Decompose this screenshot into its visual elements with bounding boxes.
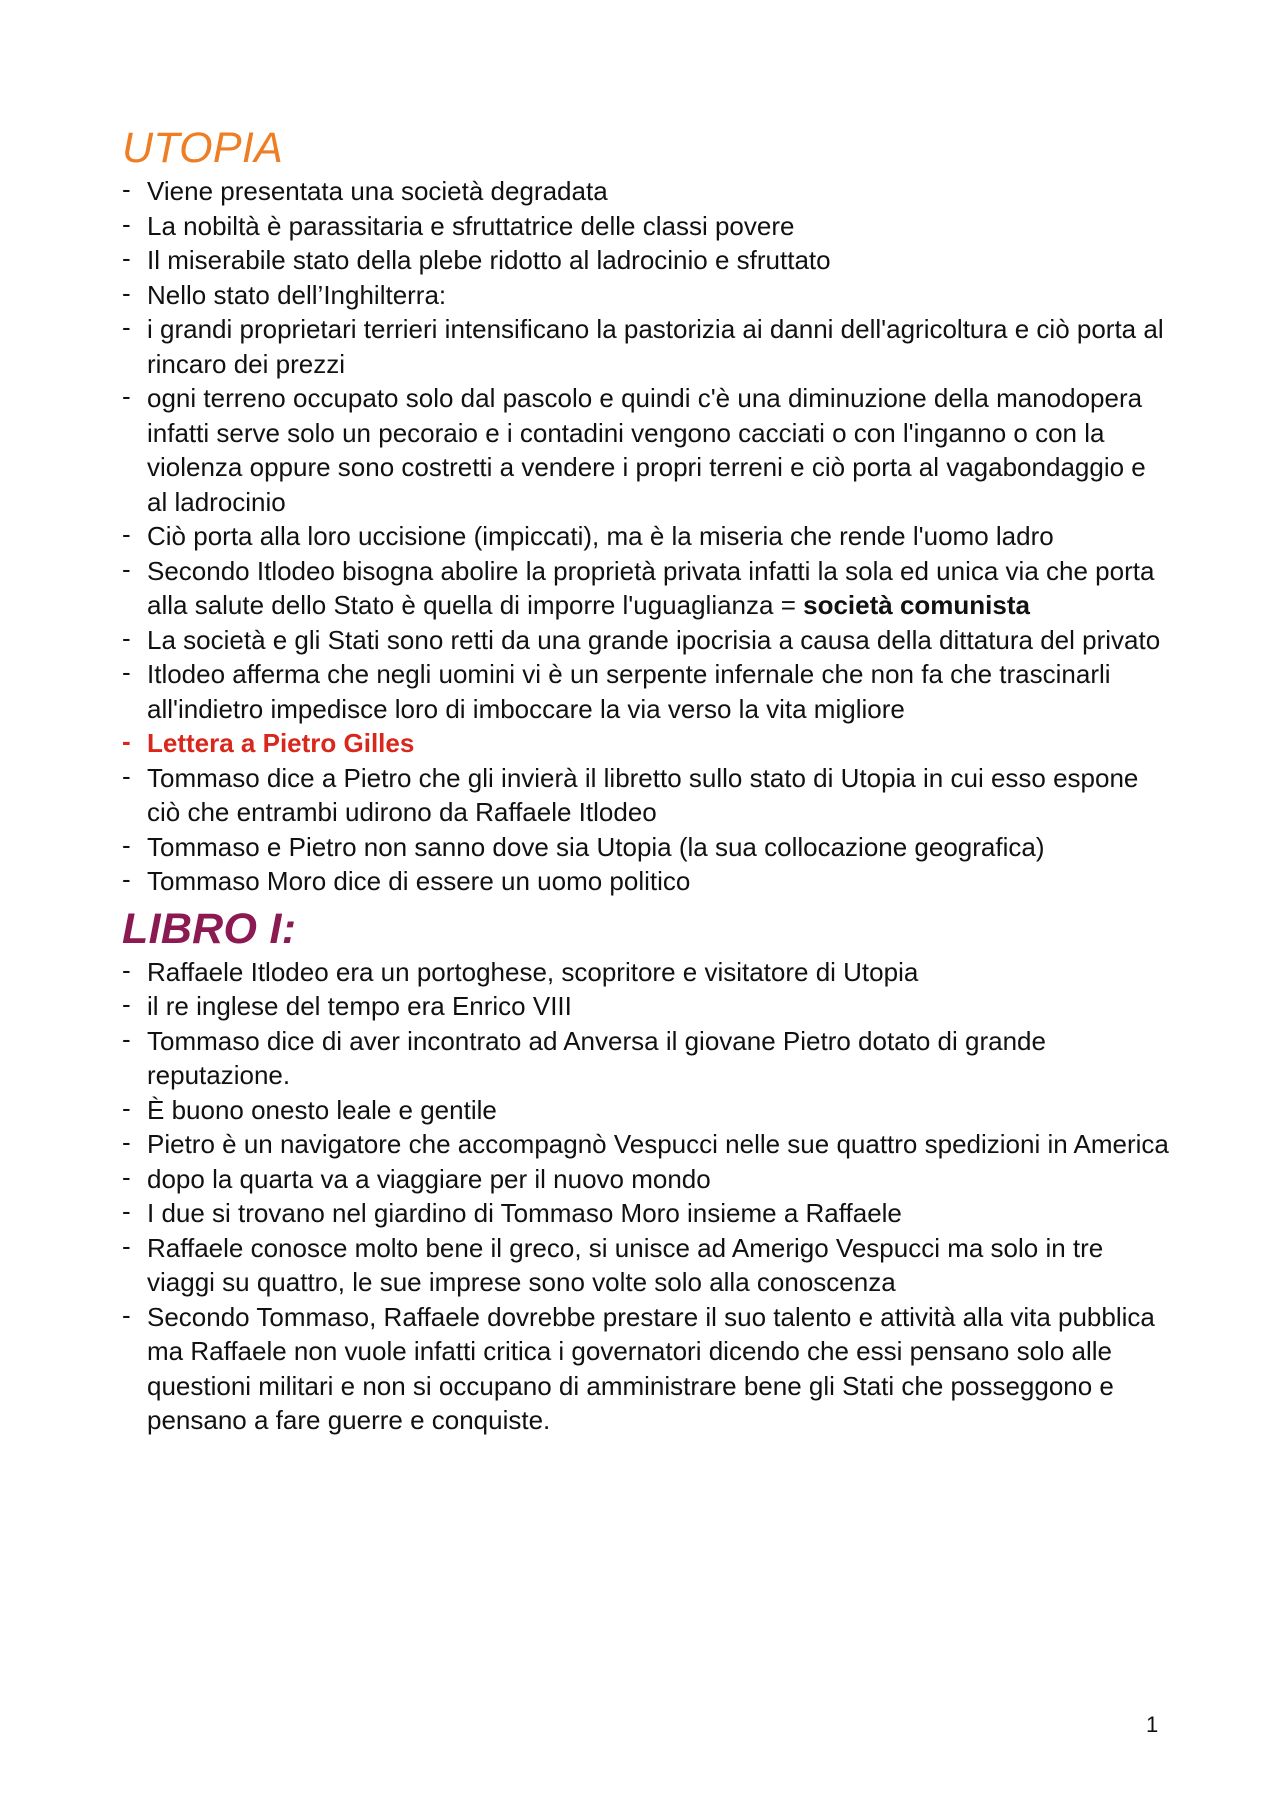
list-item [122,554,1172,623]
highlight-item-lettera: - Lettera a Pietro Gilles [122,726,1172,761]
list-item: - ogni terreno occupato solo dal pascolo e quindi c'è una diminuzione della manodopera infatti serve solo un pecoraio e i contadini vengono cacciati o con l'inganno o con la violenza oppure sono costretti a vendere i propri terreni e ciò porta al vagabondaggio e al ladrocinio [122,381,1172,519]
page-number: 1 [1146,1712,1159,1737]
list-item: - Itlodeo afferma che negli uomini vi è un serpente infernale che non fa che trascinarli all'indietro impedisce loro di imboccare la via verso la vita migliore [122,657,1172,726]
list-item: - Tommaso e Pietro non sanno dove sia Utopia (la sua collocazione geografica) [122,830,1172,865]
list-item: - i grandi proprietari terrieri intensificano la pastorizia ai danni dell'agricoltura e ciò porta al rincaro dei prezzi [122,312,1172,381]
list-item: - Pietro è un navigatore che accompagnò Vespucci nelle sue quattro spedizioni in America [122,1127,1172,1162]
utopia-list [122,174,1172,899]
list-item: - Tommaso Moro dice di essere un uomo politico [122,864,1172,899]
libro-list [122,955,1172,1438]
list-item: - Secondo Tommaso, Raffaele dovrebbe prestare il suo talento e attività alla vita pubblica ma Raffaele non vuole infatti critica i governatori dicendo che essi pensano solo alle questioni militari e non si occupano di amministrare bene gli Stati che posseggono e pensano a fare guerre e conquiste. [122,1300,1172,1438]
section-title-utopia: UTOPIA [122,124,284,172]
list-item: - La società e gli Stati sono retti da una grande ipocrisia a causa della dittatura del privato [122,623,1172,658]
document-content [122,122,1172,1438]
list-item: - Il miserabile stato della plebe ridotto al ladrocinio e sfruttato [122,243,1172,278]
list-item: - Ciò porta alla loro uccisione (impiccati), ma è la miseria che rende l'uomo ladro [122,519,1172,554]
list-item-text: Secondo Itlodeo bisogna abolire la proprietà privata infatti la sola ed unica via che porta alla salute dello Stato è quella di imporre l'uguaglianza = [147,555,1155,620]
bold-term: società comunista [803,590,1030,620]
list-item: - La nobiltà è parassitaria e sfruttatrice delle classi povere [122,209,1172,244]
list-item: - È buono onesto leale e gentile [122,1093,1172,1128]
list-item: - Tommaso dice di aver incontrato ad Anversa il giovane Pietro dotato di grande reputazione. [122,1024,1172,1093]
list-item: - Raffaele Itlodeo era un portoghese, scopritore e visitatore di Utopia [122,955,1172,990]
list-item: - il re inglese del tempo era Enrico VIII [122,989,1172,1024]
list-item: - Viene presentata una società degradata [122,174,1172,209]
list-item: - dopo la quarta va a viaggiare per il nuovo mondo [122,1162,1172,1197]
list-item: - Nello stato dell’Inghilterra: [122,278,1172,313]
section-title-libro-i: LIBRO I: [122,904,297,953]
list-item: - Raffaele conosce molto bene il greco, si unisce ad Amerigo Vespucci ma solo in tre viaggi su quattro, le sue imprese sono volte solo alla conoscenza [122,1231,1172,1300]
list-item: - I due si trovano nel giardino di Tommaso Moro insieme a Raffaele [122,1196,1172,1231]
list-item: - Tommaso dice a Pietro che gli invierà il libretto sullo stato di Utopia in cui esso espone ciò che entrambi udirono da Raffaele Itlodeo [122,761,1172,830]
